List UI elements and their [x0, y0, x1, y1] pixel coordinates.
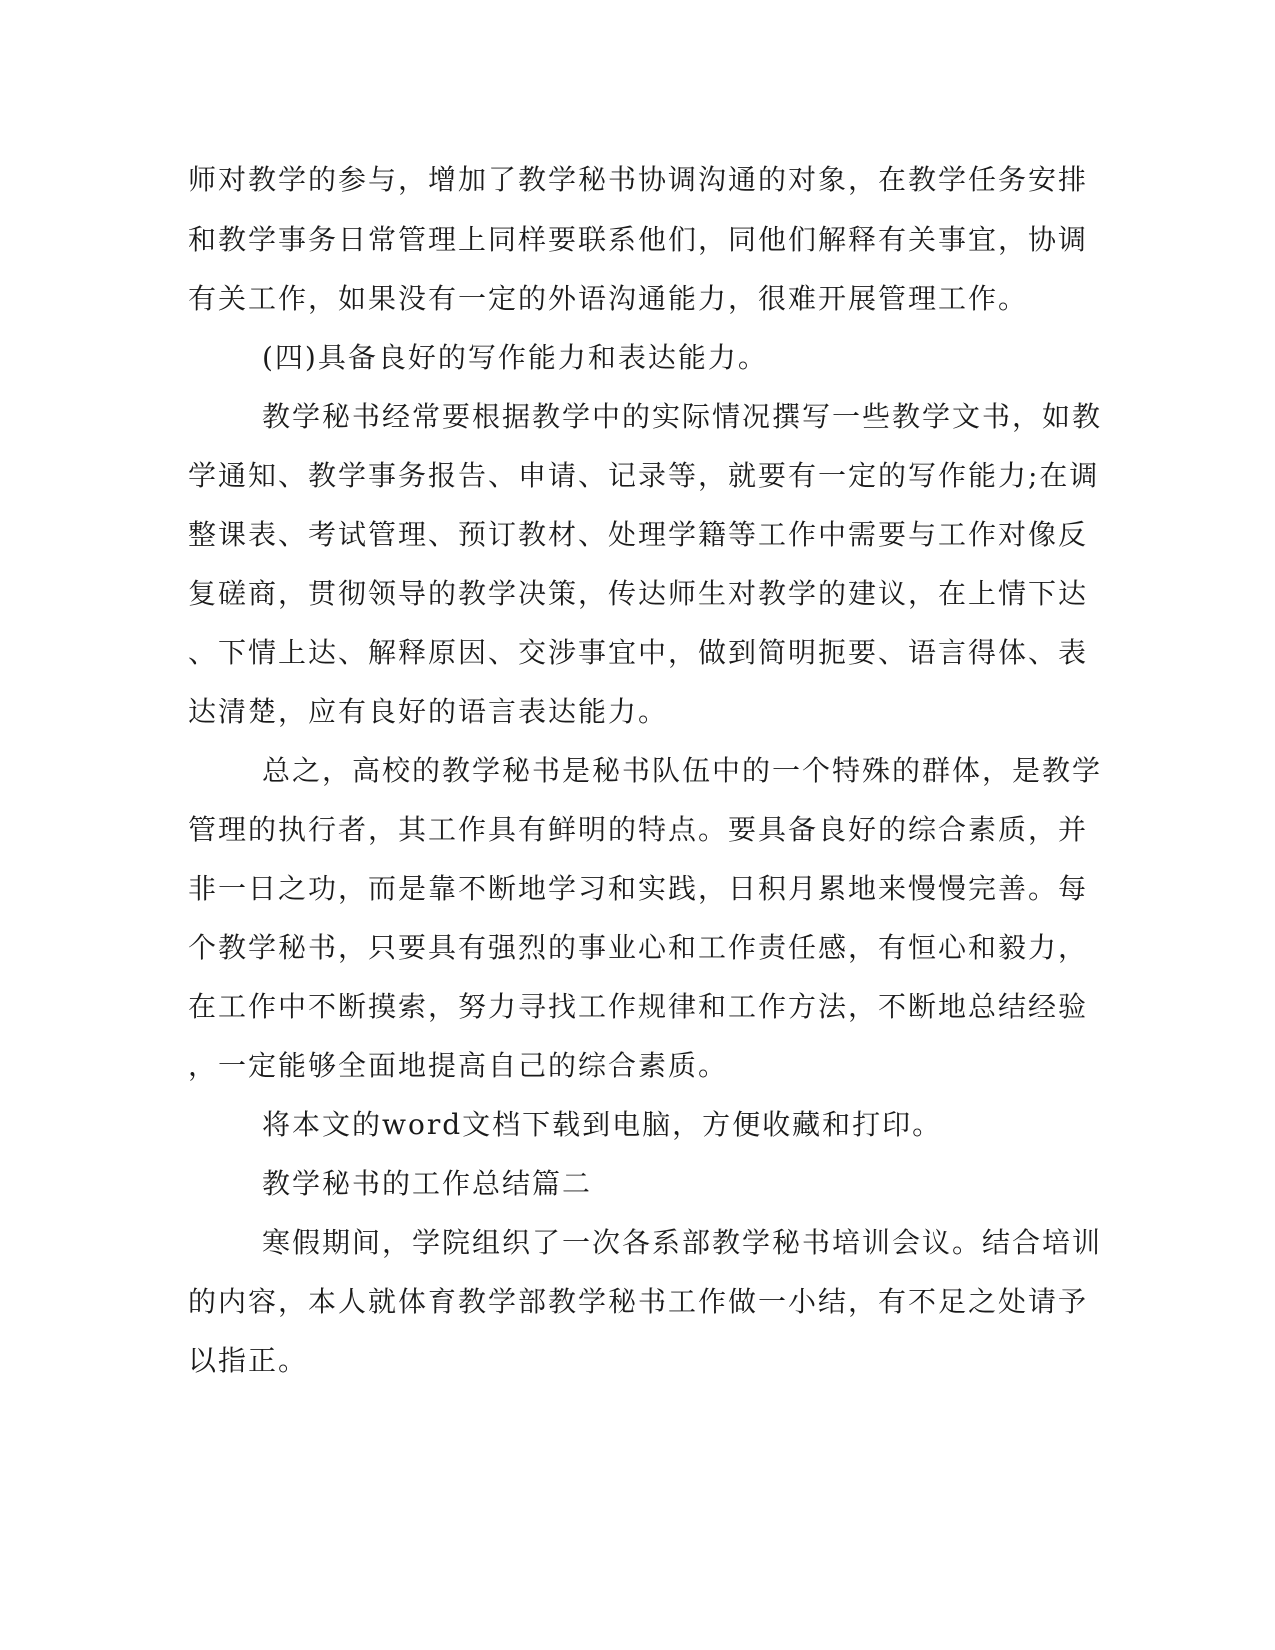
text-line: 在工作中不断摸索，努力寻找工作规律和工作方法，不断地总结经验	[188, 990, 1089, 1023]
text-line: 学通知、教学事务报告、申请、记录等，就要有一定的写作能力;在调	[188, 459, 1100, 492]
section-title: 教学秘书的工作总结篇二	[262, 1167, 593, 1200]
text-line: 达清楚，应有良好的语言表达能力。	[188, 695, 669, 728]
text-line: 和教学事务日常管理上同样要联系他们，同他们解释有关事宜，协调	[188, 223, 1089, 256]
text-line: 寒假期间，学院组织了一次各系部教学秘书培训会议。结合培训	[262, 1226, 1103, 1259]
text-line: 复磋商，贯彻领导的教学决策，传达师生对教学的建议，在上情下达	[188, 577, 1089, 610]
text-line: 、下情上达、解释原因、交涉事宜中，做到简明扼要、语言得体、表	[188, 636, 1089, 669]
text-line: 整课表、考试管理、预订教材、处理学籍等工作中需要与工作对像反	[188, 518, 1089, 551]
text-line: 的内容，本人就体育教学部教学秘书工作做一小结，有不足之处请予	[188, 1285, 1089, 1318]
text-line: 以指正。	[188, 1344, 309, 1377]
text-line: ，一定能够全面地提高自己的综合素质。	[188, 1049, 729, 1082]
text-line: 有关工作，如果没有一定的外语沟通能力，很难开展管理工作。	[188, 282, 1029, 315]
text-line: 非一日之功，而是靠不断地学习和实践，日积月累地来慢慢完善。每	[188, 872, 1089, 905]
text-line: 教学秘书经常要根据教学中的实际情况撰写一些教学文书，如教	[262, 400, 1103, 433]
section-heading: (四)具备良好的写作能力和表达能力。	[262, 341, 768, 374]
text-line: 师对教学的参与，增加了教学秘书协调沟通的对象，在教学任务安排	[188, 163, 1089, 196]
text-line: 个教学秘书，只要具有强烈的事业心和工作责任感，有恒心和毅力，	[188, 931, 1089, 964]
download-note: 将本文的word文档下载到电脑，方便收藏和打印。	[262, 1108, 943, 1141]
text-line: 管理的执行者，其工作具有鲜明的特点。要具备良好的综合素质，并	[188, 813, 1089, 846]
text-line: 总之，高校的教学秘书是秘书队伍中的一个特殊的群体，是教学	[262, 754, 1103, 787]
